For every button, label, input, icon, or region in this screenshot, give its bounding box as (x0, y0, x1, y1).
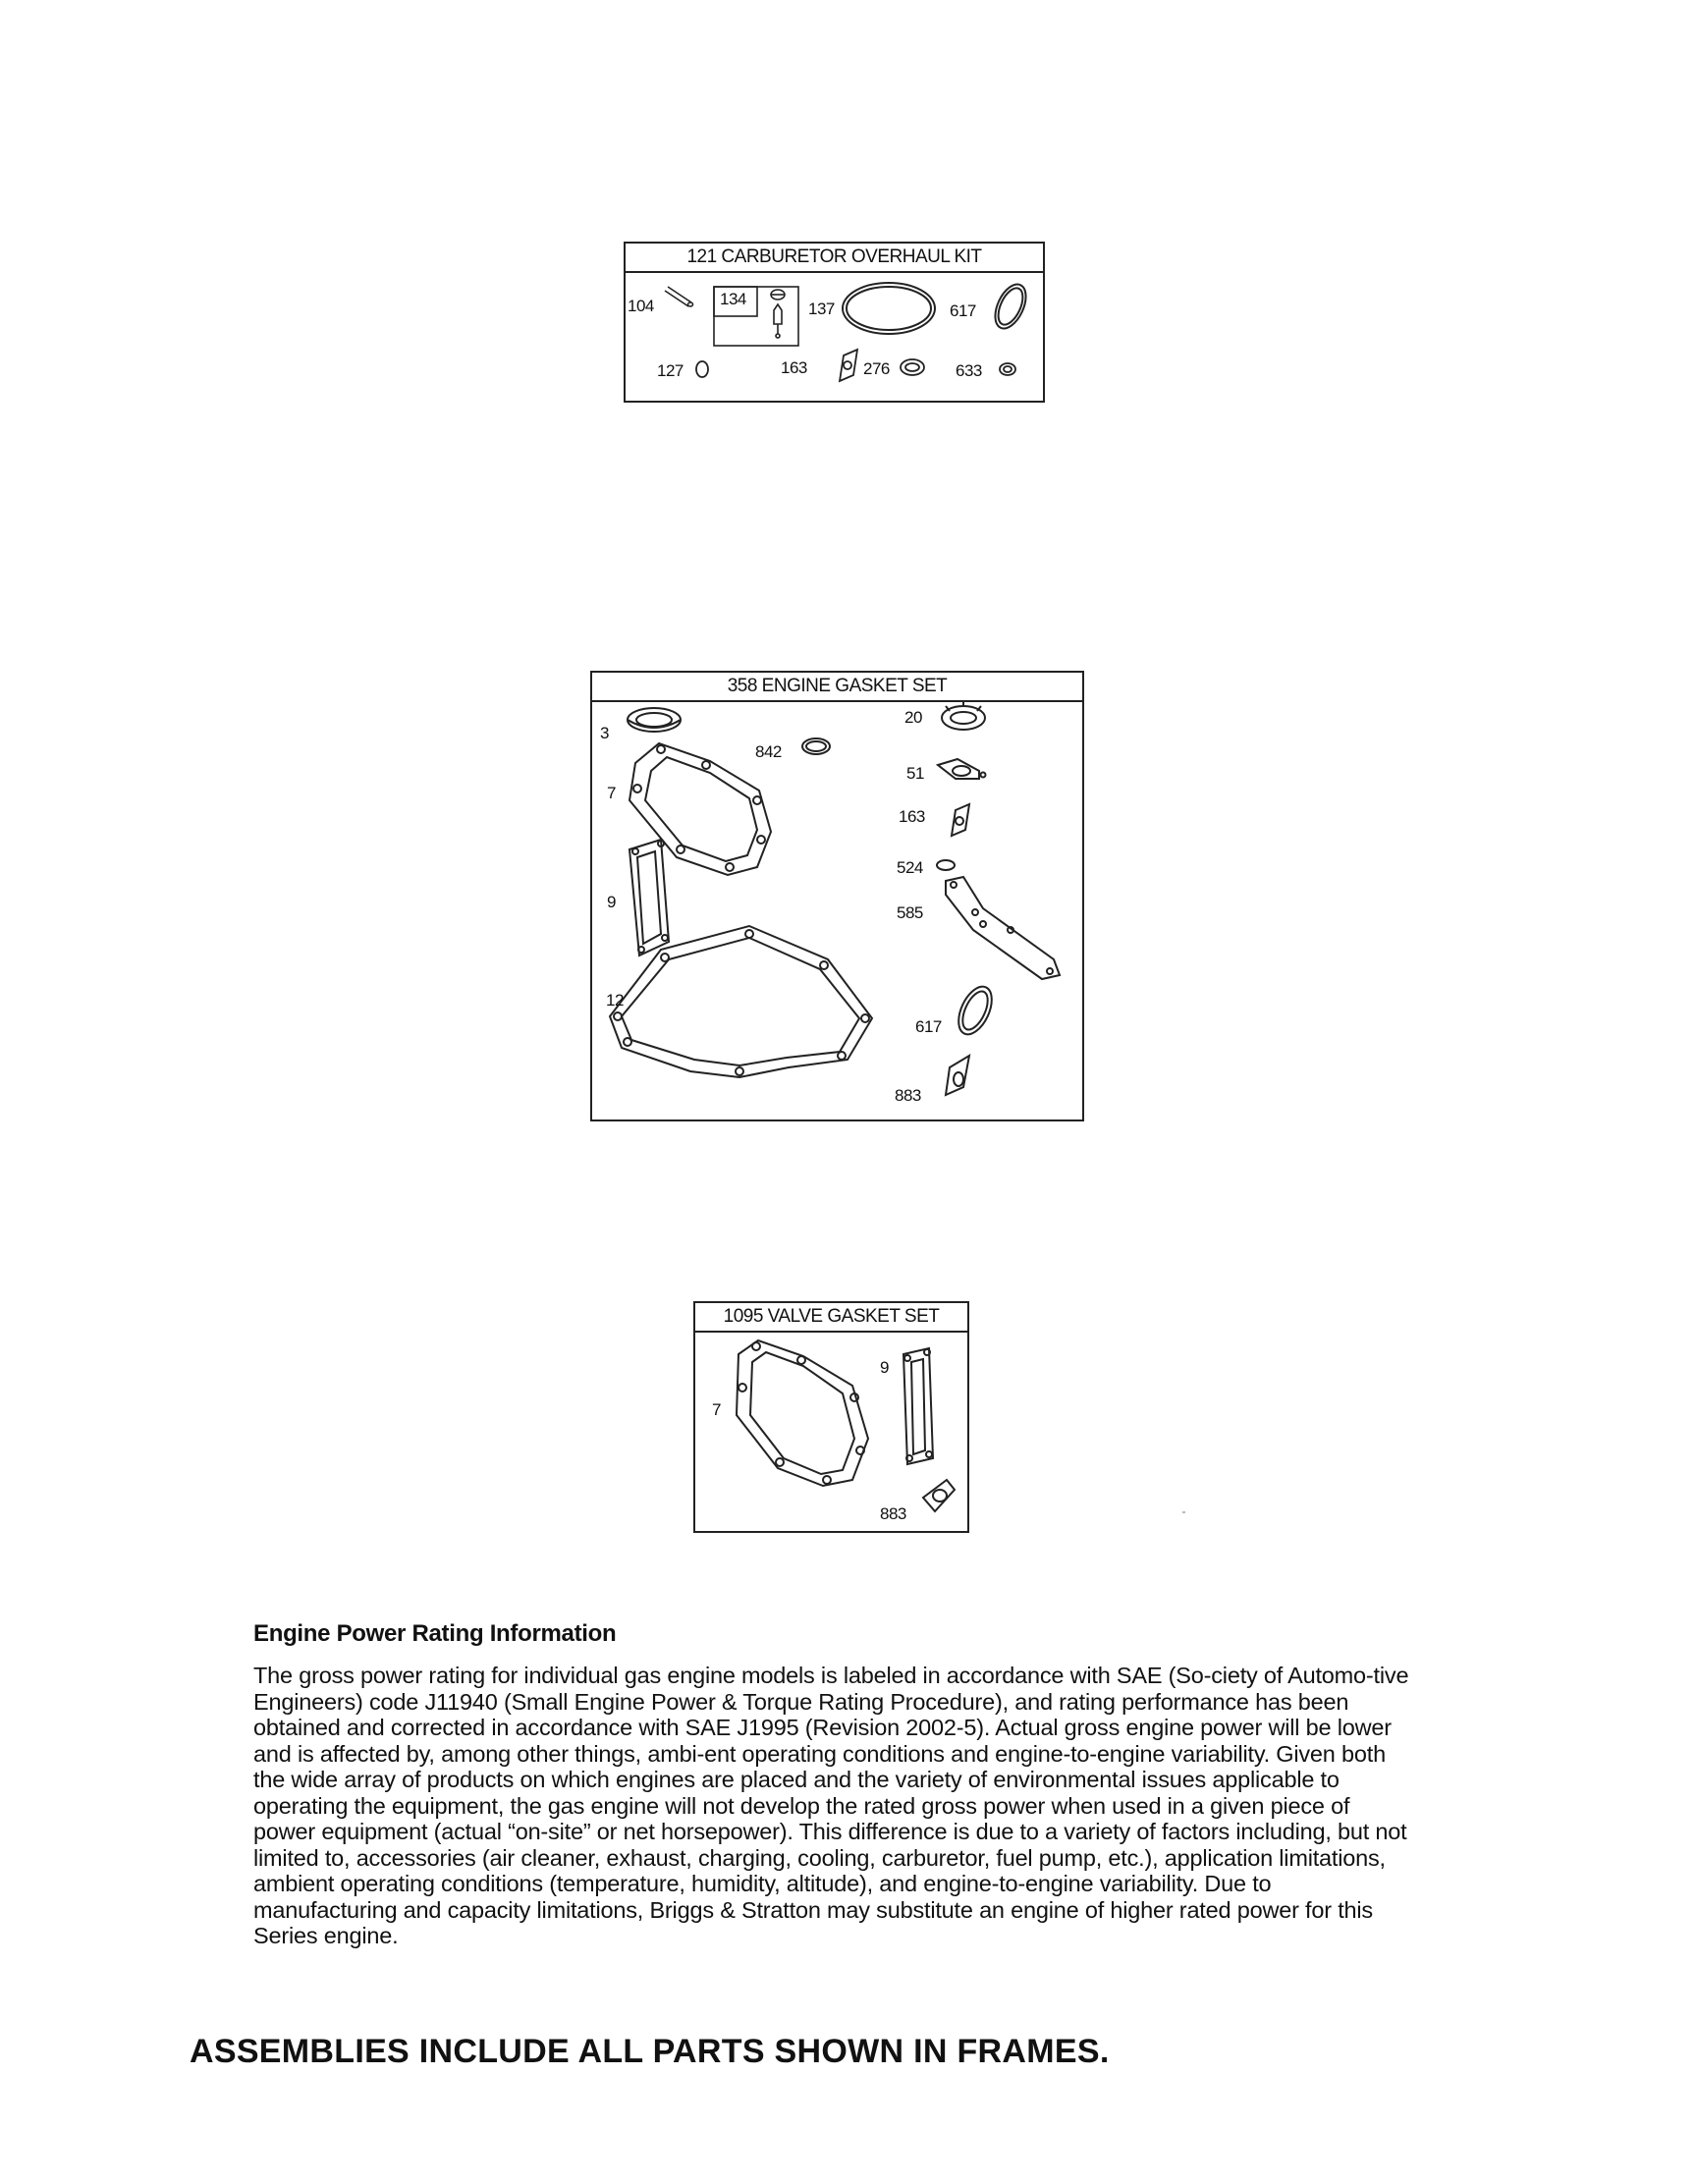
part-label: 276 (863, 359, 890, 378)
part-163-gasket (840, 350, 857, 381)
part-label: 585 (897, 903, 923, 922)
part-label: 104 (628, 297, 654, 315)
part-842-ring (802, 738, 830, 754)
part-585-intake-gasket (946, 877, 1060, 979)
part-label: 127 (657, 361, 684, 380)
part-617-o-ring (989, 280, 1032, 333)
part-524-washer (937, 860, 955, 870)
part-127-washer (696, 361, 708, 377)
carburetor-kit-diagram (626, 273, 1043, 401)
part-label: 617 (915, 1017, 942, 1036)
part-104-pin (665, 287, 693, 306)
part-label: 51 (906, 764, 924, 783)
part-label: 883 (880, 1504, 906, 1523)
part-label: 7 (712, 1400, 721, 1419)
part-7-head-gasket (737, 1340, 868, 1486)
part-label: 134 (720, 290, 746, 308)
part-label: 163 (781, 358, 807, 377)
part-7-head-gasket (629, 743, 771, 875)
assemblies-note: ASSEMBLIES INCLUDE ALL PARTS SHOWN IN FRAMES. (190, 2033, 1110, 2070)
part-label: 7 (607, 784, 616, 802)
part-137-bowl-gasket (843, 283, 935, 334)
part-label: 9 (607, 893, 616, 911)
part-9-valve-cover-gasket (629, 840, 669, 956)
part-label: 3 (600, 724, 609, 742)
engine-gasket-set-diagram (592, 702, 1082, 1119)
valve-gasket-set-title: 1095 VALVE GASKET SET (695, 1303, 967, 1333)
part-12-crankcase-gasket (610, 926, 872, 1077)
part-label: 617 (950, 301, 976, 320)
part-883-gasket (946, 1056, 969, 1095)
power-rating-body: The gross power rating for individual gas engine models is labeled in accordance with SAE (So-ciety of Automo-tive Engineers) code J11940 (Small Engine Power & Torque Rating Procedure), and rating performance has been obtained and corrected in accordance with SAE J1995 (Revision 2002-5). Actual gross engine power will be lower and is affected by, among other things, ambi-ent operating conditions and engine-to-engine variability. Given both the wide array of products on which engines are placed and the variety of environmental issues applicable to operating the equipment, the gas engine will not develop the rated gross power when used in a given piece of power equipment (actual “on-site” or net horsepower). This difference is due to a variety of factors including, but not limited to, accessories (air cleaner, exhaust, charging, cooling, carburetor, fuel pump, etc.), application limitations, ambient operating conditions (temperature, humidity, altitude), and engine-to-engine variability. Due to manufacturing and capacity limitations, Briggs & Stratton may substitute an engine of higher rated power for this Series engine. (253, 1663, 1409, 1948)
part-20-oil-seal (942, 702, 985, 730)
part-9-valve-cover-gasket (903, 1348, 933, 1464)
part-276-seal (901, 359, 924, 375)
part-3-oil-seal (628, 708, 681, 732)
part-label: 842 (755, 742, 782, 761)
part-label: 883 (895, 1086, 921, 1105)
scan-speck (1182, 1511, 1185, 1513)
part-label: 137 (808, 300, 835, 318)
part-633-seal (1000, 363, 1015, 375)
engine-gasket-set-title: 358 ENGINE GASKET SET (592, 673, 1082, 702)
part-51-gasket (938, 759, 986, 779)
valve-gasket-set-diagram (695, 1333, 967, 1529)
carburetor-kit-title: 121 CARBURETOR OVERHAUL KIT (626, 244, 1043, 273)
part-883-gasket (923, 1480, 955, 1511)
part-label: 9 (880, 1358, 889, 1377)
part-617-o-ring (952, 982, 998, 1040)
valve-gasket-set-frame (693, 1301, 969, 1533)
part-label: 633 (956, 361, 982, 380)
part-label: 20 (904, 708, 922, 727)
part-label: 12 (606, 991, 624, 1010)
carburetor-kit-frame (624, 242, 1045, 403)
part-163-gasket (952, 804, 969, 836)
engine-gasket-set-frame (590, 671, 1084, 1121)
part-label: 524 (897, 858, 923, 877)
part-label: 163 (899, 807, 925, 826)
power-rating-heading: Engine Power Rating Information (253, 1620, 617, 1647)
